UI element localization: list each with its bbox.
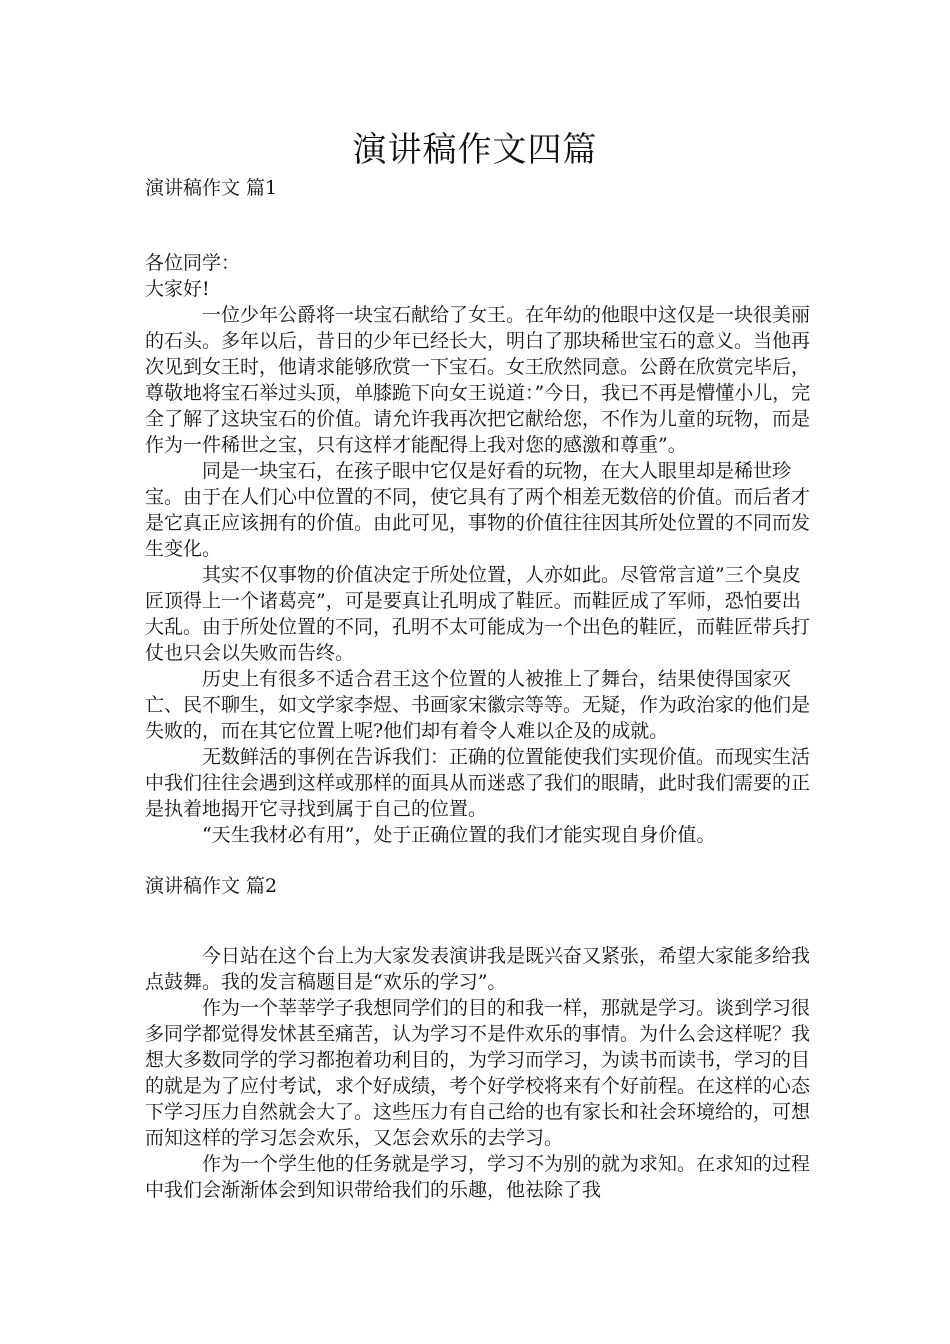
section-body-1 (145, 250, 815, 848)
paragraph: 作为一个学生他的任务就是学习，学习不为别的就为求知。在求知的过程中我们会渐渐体会到知识带给我们的乐趣，他祛除了我 (145, 1153, 811, 1201)
paragraph: 一位少年公爵将一块宝石献给了女王。在年幼的他眼中这仅是一块很美丽的石头。多年以后，昔日的少年已经长大，明白了那块稀世宝石的意义。当他再次见到女王时，他请求能够欣赏一下宝石。女王欣然同意。公爵在欣赏完毕后，尊敬地将宝石举过头顶，单膝跪下向女王说道：”今日，我已不再是懵懂小儿，完全了解了这块宝石的价值。请允许我再次把它献给您，不作为儿童的玩物，而是作为一件稀世之宝，只有这样才能配得上我对您的感激和尊重”。 (145, 304, 811, 456)
section-heading-2: 演讲稿作文 篇2 (145, 875, 278, 897)
greeting: 大家好! (145, 278, 210, 300)
paragraph: “天生我材必有用”，处于正确位置的我们才能实现自身价值。 (202, 824, 716, 846)
paragraph: 作为一个莘莘学子我想同学们的目的和我一样，那就是学习。谈到学习很多同学都觉得发怵甚至痛苦，认为学习不是件欢乐的事情。为什么会这样呢？我想大多数同学的学习都抱着功利目的，为学习而学习，为读书而读书，学习的目的就是为了应付考试，求个好成绩，考个好学校将来有个好前程。在这样的心态下学习压力自然就会大了。这些压力有自己给的也有家长和社会环境给的，可想而知这样的学习怎会欢乐，又怎会欢乐的去学习。 (145, 997, 811, 1149)
document-title: 演讲稿作文四篇 (352, 130, 598, 170)
paragraph: 其实不仅事物的价值决定于所处位置，人亦如此。尽管常言道”三个臭皮匠顶得上一个诸葛亮”，可是要真让孔明成了鞋匠。而鞋匠成了军师，恐怕要出大乱。由于所处位置的不同，孔明不太可能成为一个出色的鞋匠，而鞋匠带兵打仗也只会以失败而告终。 (145, 564, 811, 664)
section-heading-1: 演讲稿作文 篇1 (145, 177, 278, 199)
section-body-2 (145, 943, 815, 1203)
paragraph: 同是一块宝石，在孩子眼中它仅是好看的玩物，在大人眼里却是稀世珍宝。由于在人们心中位置的不同，使它具有了两个相差无数倍的价值。而后者才是它真正应该拥有的价值。由此可见，事物的价值往往因其所处位置的不同而发生变化。 (145, 460, 811, 560)
paragraph: 无数鲜活的事例在告诉我们：正确的位置能使我们实现价值。而现实生活中我们往往会遇到这样或那样的面具从而迷惑了我们的眼睛，此时我们需要的正是执着地揭开它寻找到属于自己的位置。 (145, 746, 811, 820)
paragraph: 历史上有很多不适合君王这个位置的人被推上了舞台，结果使得国家灭亡、民不聊生，如文学家李煜、书画家宋徽宗等等。无疑，作为政治家的他们是失败的，而在其它位置上呢?他们却有着令人难以企及的成就。 (145, 668, 811, 742)
paragraph: 今日站在这个台上为大家发表演讲我是既兴奋又紧张，希望大家能多给我点鼓舞。我的发言稿题目是“欢乐的学习”。 (145, 945, 811, 993)
salutation: 各位同学： (145, 252, 241, 274)
